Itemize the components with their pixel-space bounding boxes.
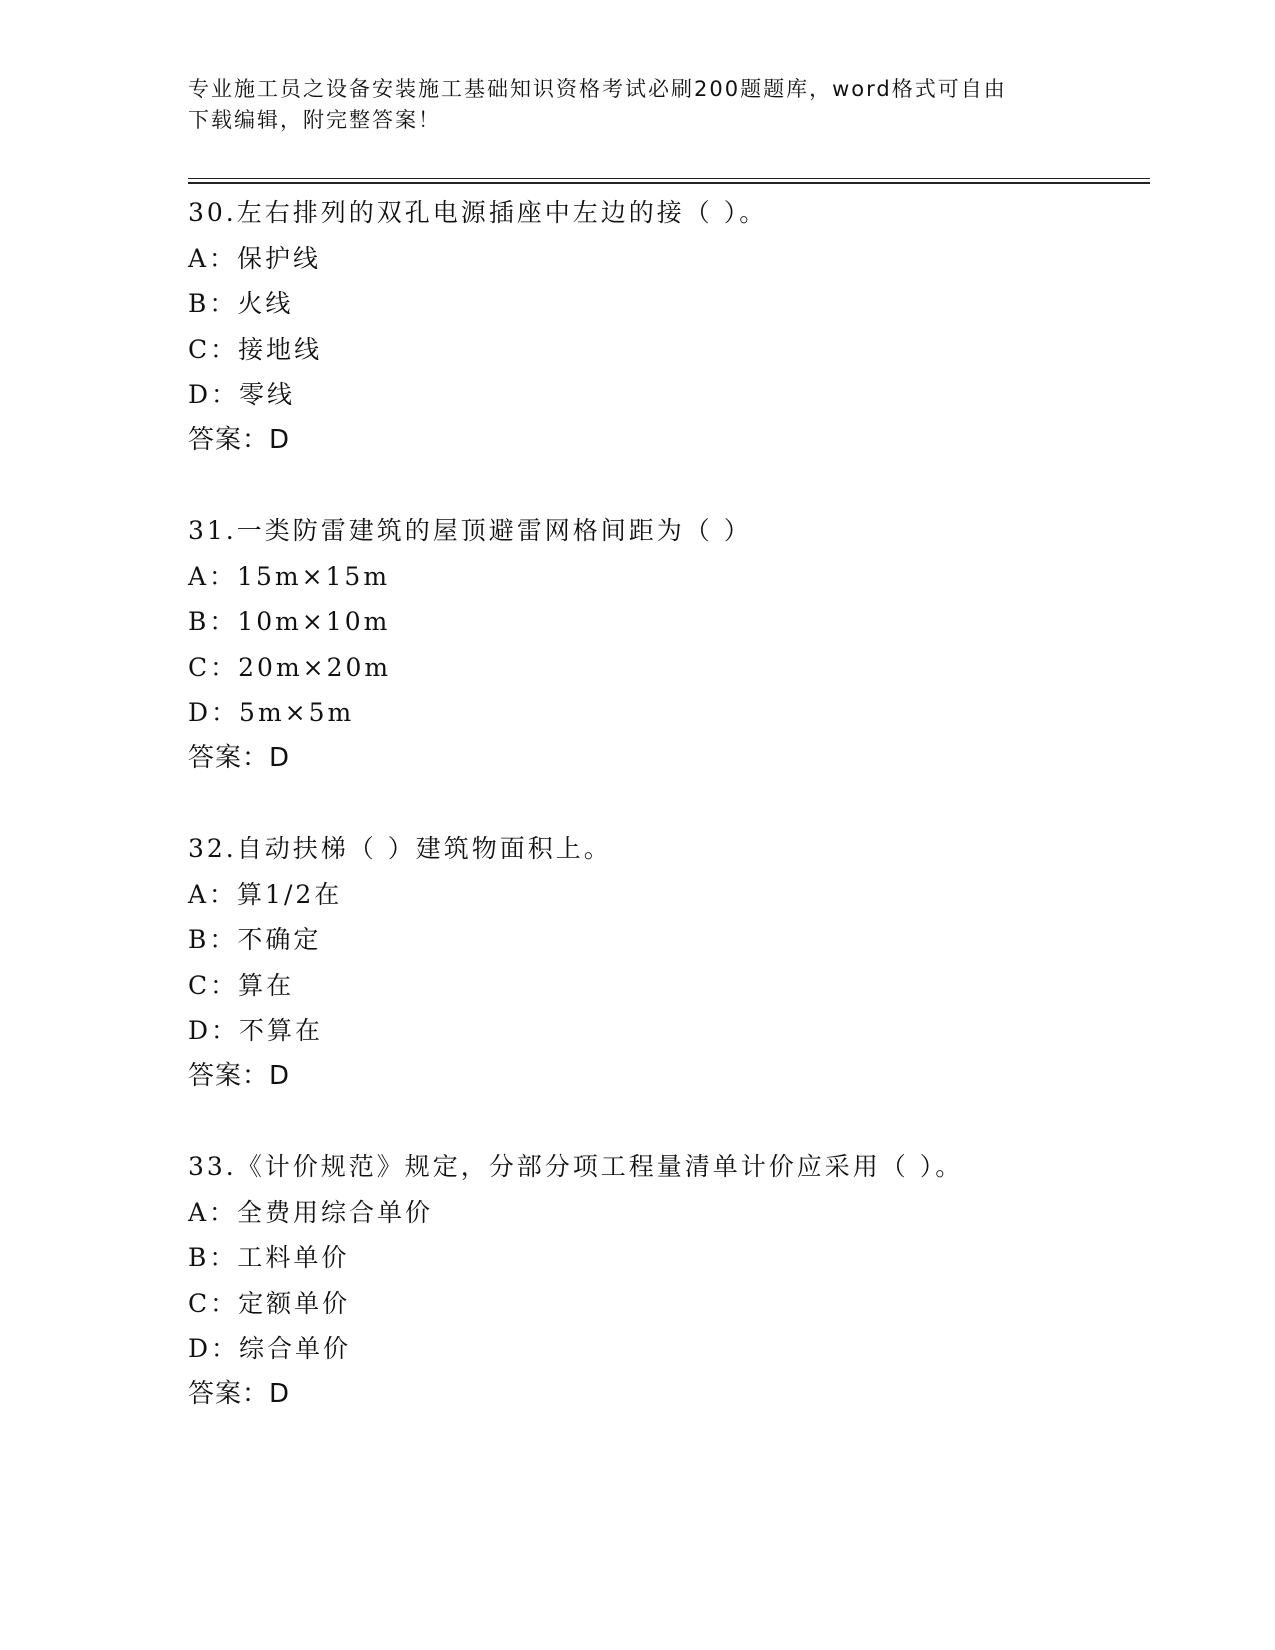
answer: 答案：D	[188, 1060, 291, 1091]
question-31	[188, 508, 1148, 826]
question-stem: 31.一类防雷建筑的屋顶避雷网格间距为（ ）	[188, 516, 752, 545]
question-32	[188, 826, 1148, 1144]
header-divider-thick	[188, 182, 1150, 184]
document-header	[188, 74, 1068, 136]
option-a: A：15m×15m	[188, 561, 391, 591]
question-30	[188, 190, 1148, 508]
question-stem: 30.左右排列的双孔电源插座中左边的接（ ）。	[188, 198, 768, 227]
option-a: A：保护线	[188, 243, 322, 273]
option-c: C：算在	[188, 970, 295, 1000]
option-b: B：工料单价	[188, 1243, 350, 1272]
option-c: C：定额单价	[188, 1288, 351, 1318]
question-stem: 33.《计价规范》规定，分部分项工程量清单计价应采用（ ）。	[188, 1152, 964, 1181]
answer: 答案：D	[188, 424, 291, 455]
option-d: D：综合单价	[188, 1334, 352, 1363]
option-d: D：零线	[188, 380, 296, 409]
option-c: C：接地线	[188, 334, 323, 364]
option-a: A：算1/2在	[188, 879, 343, 909]
header-line-1: 专业施工员之设备安装施工基础知识资格考试必刷200题题库，word格式可自由	[188, 77, 1007, 101]
option-c: C：20m×20m	[188, 652, 392, 682]
header-divider-thin	[188, 178, 1150, 179]
option-a: A：全费用综合单价	[188, 1197, 434, 1227]
question-list	[188, 190, 1148, 1462]
option-d: D：不算在	[188, 1016, 324, 1045]
option-b: B：不确定	[188, 925, 322, 954]
answer: 答案：D	[188, 1378, 291, 1409]
option-d: D：5m×5m	[188, 698, 355, 727]
question-33	[188, 1144, 1148, 1462]
question-stem: 32.自动扶梯（ ）建筑物面积上。	[188, 834, 612, 863]
option-b: B：10m×10m	[188, 607, 391, 636]
option-b: B：火线	[188, 289, 294, 318]
header-line-2: 下载编辑，附完整答案！	[188, 108, 441, 132]
answer: 答案：D	[188, 742, 291, 773]
